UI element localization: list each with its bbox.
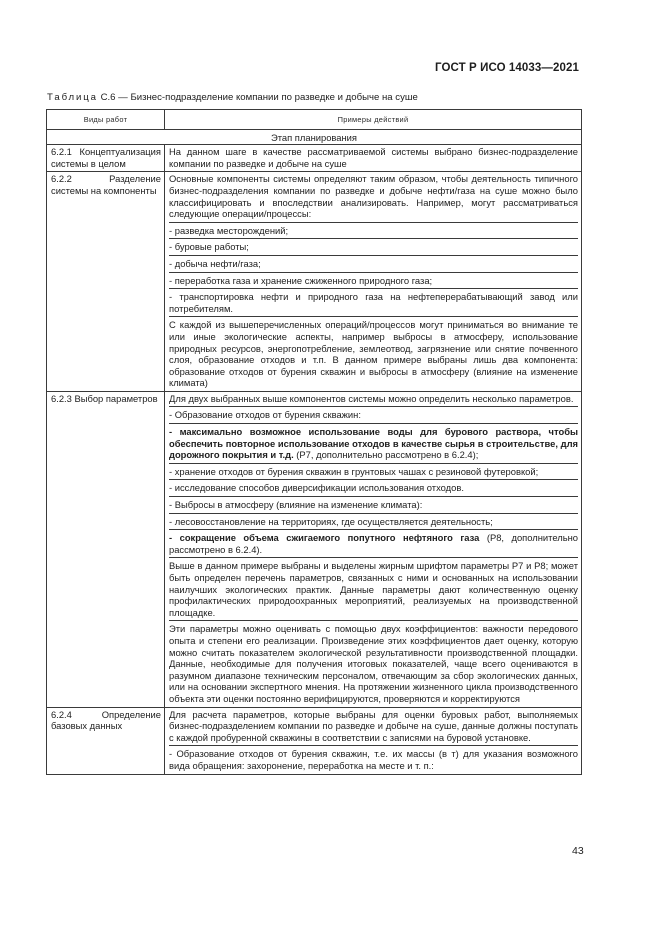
work-type-cell: 6.2.2 Разделение системы на компоненты — [47, 172, 165, 392]
table-row — [47, 172, 582, 392]
paragraph-text: Эти параметры можно оценивать с помощью двух коэффициентов: важности передового опыта и степени его реализации. Произведение этих коэффициентов дает оценку, которую можно считать показателем экологической результативности производственной площадки. Данные, необходимые для получения итоговых показателей, чаще всего оцениваются в разумном диапазоне техническим персоналом, отвечающим за сбор экологических данных, или на основании экспертного мнения. На протяжении жизненного цикла производственного объекта эти оценки постоянно верифицируются, проверяются и корректируются — [169, 623, 578, 704]
paragraph-text: - лесовосстановление на территориях, где осуществляется деятельность; — [169, 515, 493, 527]
paragraph-text: - хранение отходов от бурения скважин в грунтовых чашах с резиновой футеровкой; — [169, 465, 539, 477]
bold-parameter-text: - максимально возможное использование воды для бурового раствора, чтобы обеспечить повторное использование отходов в качестве сырья в строительстве, для дорожного покрытия и т.д. — [169, 426, 578, 461]
col-header-action-examples: Примеры действий — [165, 110, 582, 130]
work-type-cell: 6.2.1 Концептуализация системы в целом — [47, 145, 165, 172]
action-paragraph — [169, 146, 578, 169]
action-paragraph — [169, 407, 578, 424]
stage-row — [47, 129, 582, 145]
col-header-work-types: Виды работ — [47, 110, 165, 130]
paragraph-text: (Р7, дополнительно рассмотрено в 6.2.4); — [293, 449, 479, 461]
action-paragraph — [169, 173, 578, 222]
paragraph-text: - разведка месторождений; — [169, 224, 289, 236]
paragraph-text: - добыча нефти/газа; — [169, 257, 261, 269]
paragraph-text: - Выбросы в атмосферу (влияние на изменение климата): — [169, 499, 423, 511]
paragraph-text: Выше в данном примере выбраны и выделены жирным шрифтом параметры Р7 и Р8; может быть определен перечень параметров, связанных с ними и основанных на использовании наилучших экологических практик. Данные параметры дают количественную оценку профилактических природоохранных мероприятий, реализуемых на производственной площадке. — [169, 560, 578, 618]
bold-parameter-text: - сокращение объема сжигаемого попутного нефтяного газа — [169, 532, 480, 544]
action-paragraph — [169, 317, 578, 389]
paragraph-text: На данном шаге в качестве рассматриваемой системы выбрано бизнес-подразделение компании по разведке и добыче на суше — [169, 146, 578, 169]
paragraph-text: - переработка газа и хранение сжиженного природного газа; — [169, 274, 433, 286]
table-row — [47, 707, 582, 774]
actions-cell — [165, 707, 582, 774]
stage-title: Этап планирования — [47, 129, 582, 145]
paragraph-text: - транспортировка нефти и природного газа на нефтеперерабатывающий завод или потребителям. — [169, 291, 578, 314]
paragraph-text: Основные компоненты системы определяют таким образом, чтобы деятельность типичного бизнес-подразделения компании по разведке и добыче нефти/газа на суше можно было классифицировать и впоследствии анализировать. Например, могут рассматриваться следующие операции/процессы: — [169, 173, 578, 220]
action-paragraph — [169, 746, 578, 771]
paragraph-text: (Р8, дополнительно рассмотрено в 6.2.4). — [169, 532, 578, 555]
action-paragraph — [169, 393, 578, 408]
action-paragraph — [169, 514, 578, 531]
action-paragraph — [169, 239, 578, 256]
table-row — [47, 145, 582, 172]
paragraph-text: С каждой из вышеперечисленных операций/процессов могут приниматься во внимание те или иные экологические аспекты, например выбросы в атмосферу, использование природных ресурсов, энергопотребление, землеотвод, загрязнение или снятие почвенного слоя, образование отходов и т.п. В данном примере выбраны лишь два компонента: образование отходов от бурения скважин и выбросы в атмосферу (влияние на изменение климата) — [169, 319, 578, 389]
actions-cell — [165, 391, 582, 707]
paragraph-text: - буровые работы; — [169, 241, 249, 253]
table-row — [47, 391, 582, 707]
action-paragraph — [169, 273, 578, 290]
work-type-cell: 6.2.4 Определение базовых данных — [47, 707, 165, 774]
table-header-row — [47, 110, 582, 130]
action-paragraph — [169, 424, 578, 464]
action-paragraph — [169, 530, 578, 558]
caption-text: С.6 — Бизнес-подразделение компании по разведке и добыче на суше — [97, 92, 418, 103]
paragraph-text: Для расчета параметров, которые выбраны для оценки буровых работ, выполняемых бизнес-подразделением компании по разведке и добыче на суше, данные должны поступать с каждой пробуренной скважины в соответствии с записями на буровой установке. — [169, 708, 578, 743]
caption-label: Таблица — [47, 92, 98, 103]
action-paragraph — [169, 256, 578, 273]
page-number: 43 — [572, 845, 584, 857]
paragraph-text: Для двух выбранных выше компонентов системы можно определить несколько параметров. — [169, 392, 574, 404]
action-paragraph — [169, 497, 578, 514]
action-paragraph — [169, 480, 578, 497]
action-paragraph — [169, 289, 578, 317]
action-paragraph — [169, 621, 578, 704]
actions-cell — [165, 145, 582, 172]
paragraph-text: - Образование отходов от бурения скважин, т.е. их массы (в т) для указания возможного вида обращения: захоронение, переработка на месте и т. п.: — [169, 748, 578, 771]
actions-cell — [165, 172, 582, 392]
work-type-cell: 6.2.3 Выбор параметров — [47, 391, 165, 707]
action-paragraph — [169, 464, 578, 481]
action-paragraph — [169, 223, 578, 240]
table-caption — [47, 92, 418, 103]
paragraph-text: - Образование отходов от бурения скважин: — [169, 409, 361, 421]
activities-table — [46, 109, 582, 775]
standard-header: ГОСТ Р ИСО 14033—2021 — [434, 62, 579, 74]
action-paragraph — [169, 709, 578, 747]
paragraph-text: - исследование способов диверсификации использования отходов. — [169, 482, 464, 494]
action-paragraph — [169, 558, 578, 621]
table-body — [47, 129, 582, 774]
